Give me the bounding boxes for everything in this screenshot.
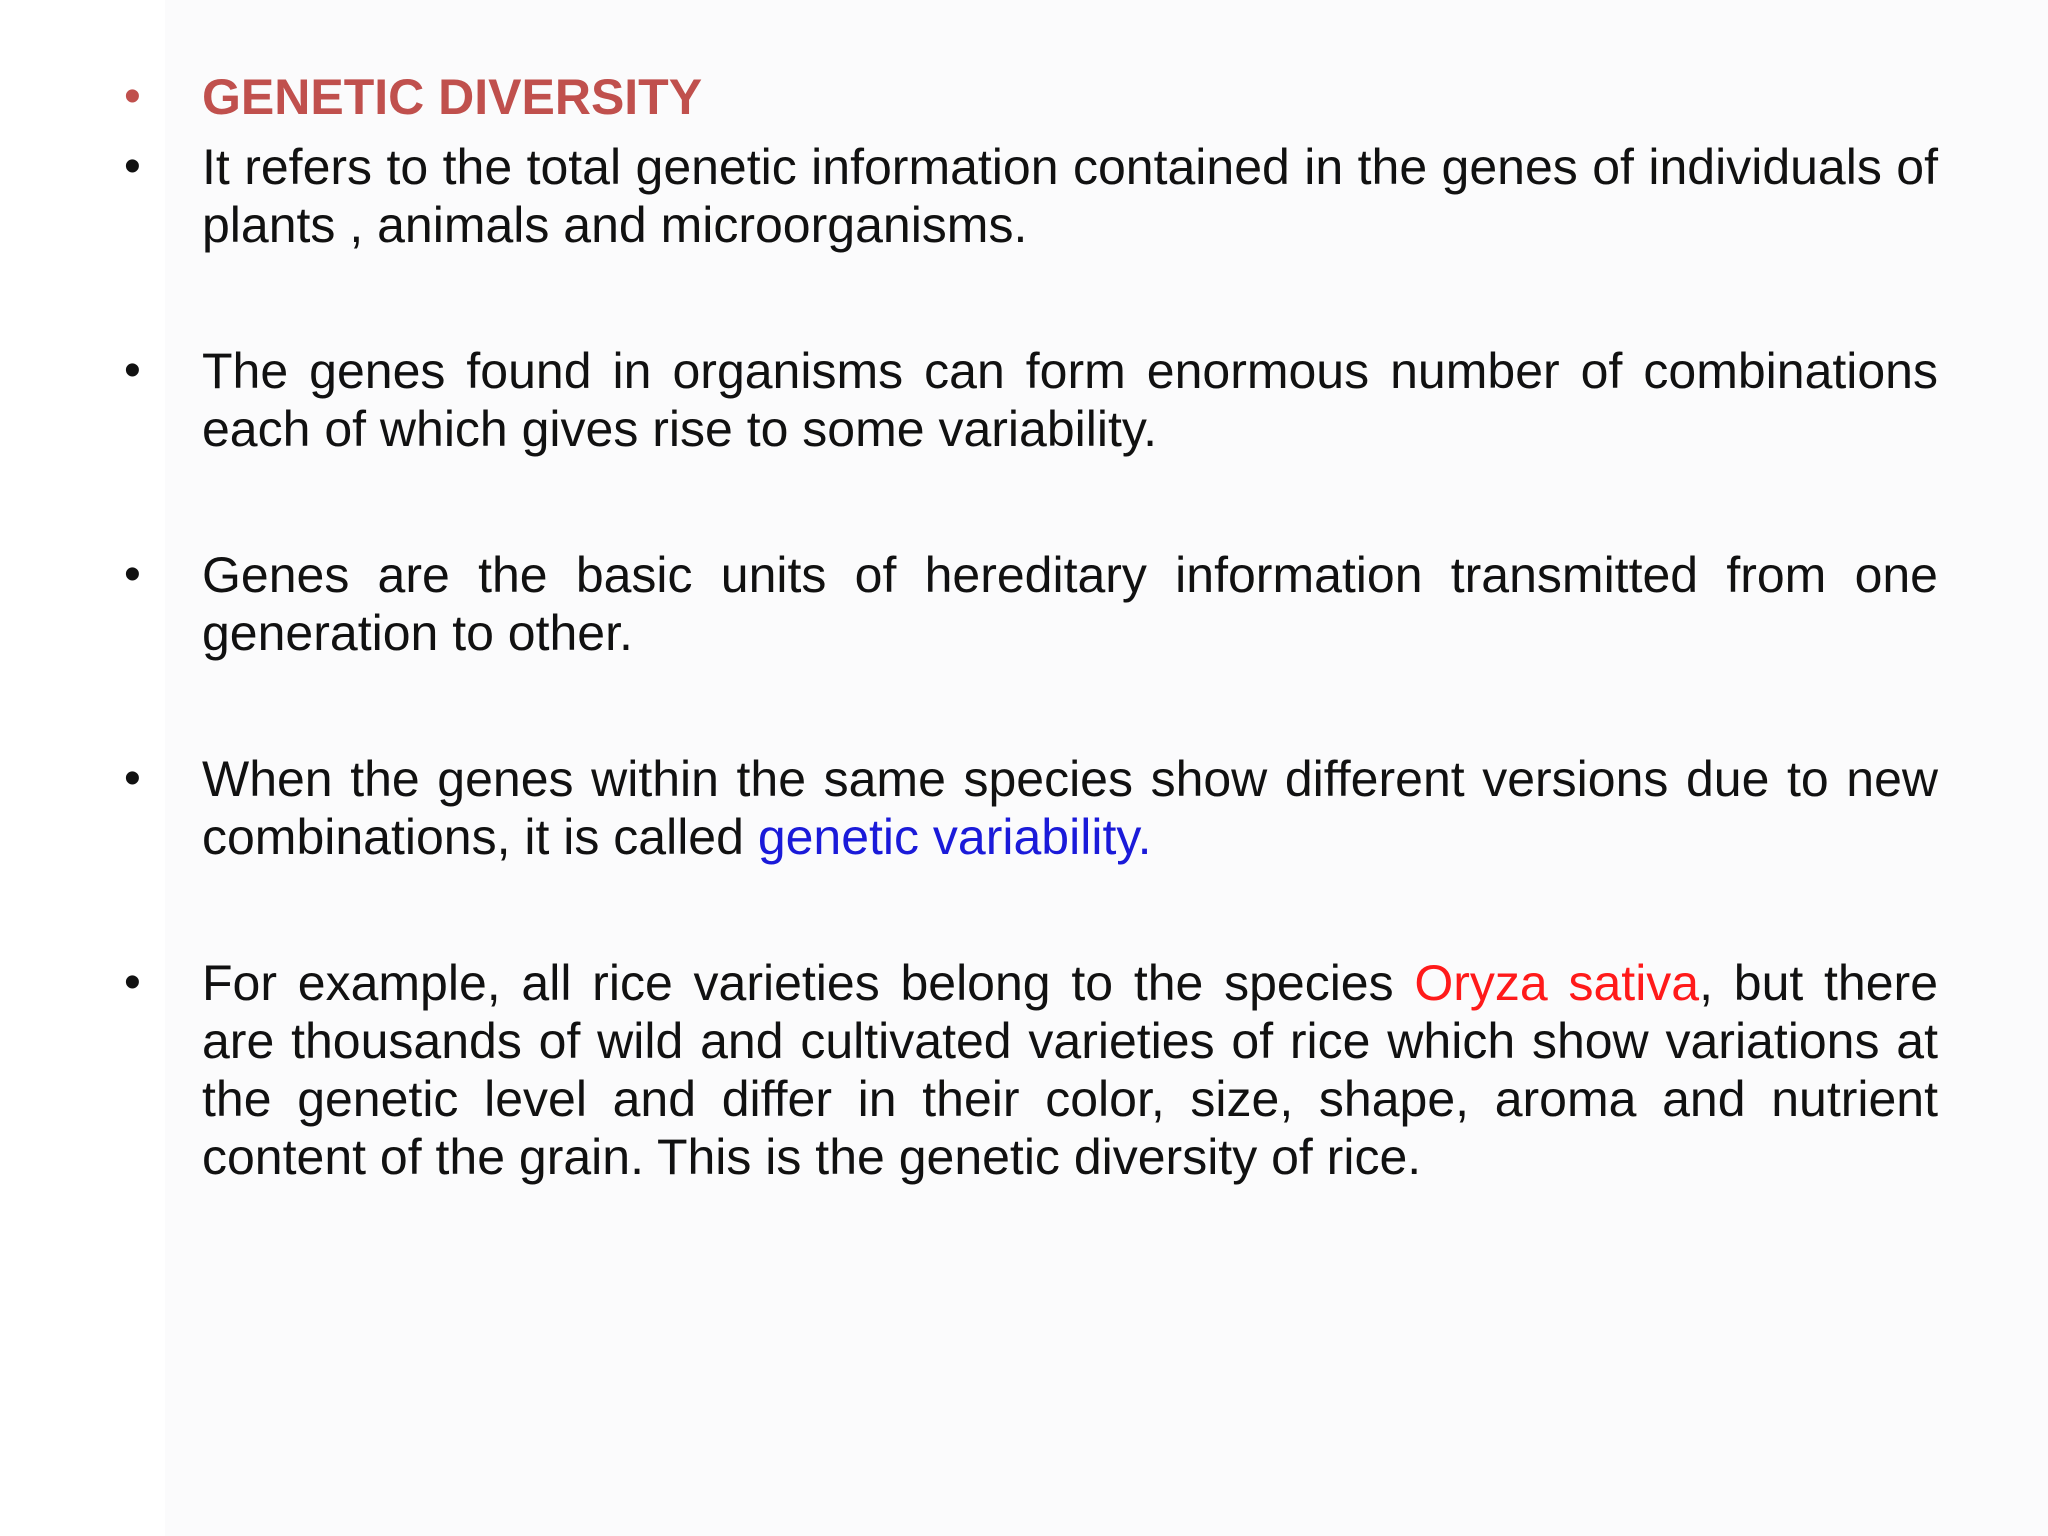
- bullet-definition: • It refers to the total genetic information contained in the genes of individuals of plants , animals and microorganisms.: [118, 138, 1938, 254]
- bullet-gene-combinations: • The genes found in organisms can form enormous number of combinations each of which gives rise to some variability.: [118, 342, 1938, 458]
- bullet-hereditary-units: • Genes are the basic units of hereditary information transmitted from one generation to other.: [118, 546, 1938, 662]
- term-genetic-variability: genetic variability.: [757, 809, 1152, 865]
- slide-heading: • GENETIC DIVERSITY: [118, 68, 1938, 126]
- term-oryza-sativa: Oryza sativa: [1414, 955, 1700, 1011]
- bullet-rice-example-prefix: For example, all rice varieties belong to the species: [202, 955, 1415, 1011]
- bullet-genetic-variability-text: When the genes within the same species show different versions due to new combinations, it is called: [202, 751, 1938, 865]
- bullet-list: [118, 68, 1938, 1186]
- bullet-rice-example: [118, 954, 1938, 1186]
- bullet-genetic-variability: [118, 750, 1938, 866]
- bullet-rice-example-suffix: , but there are thousands of wild and cultivated varieties of rice which show variations at the genetic level and differ in their color, size, shape, aroma and nutrient content of the grain. This is the genetic diversity of rice.: [202, 955, 1939, 1185]
